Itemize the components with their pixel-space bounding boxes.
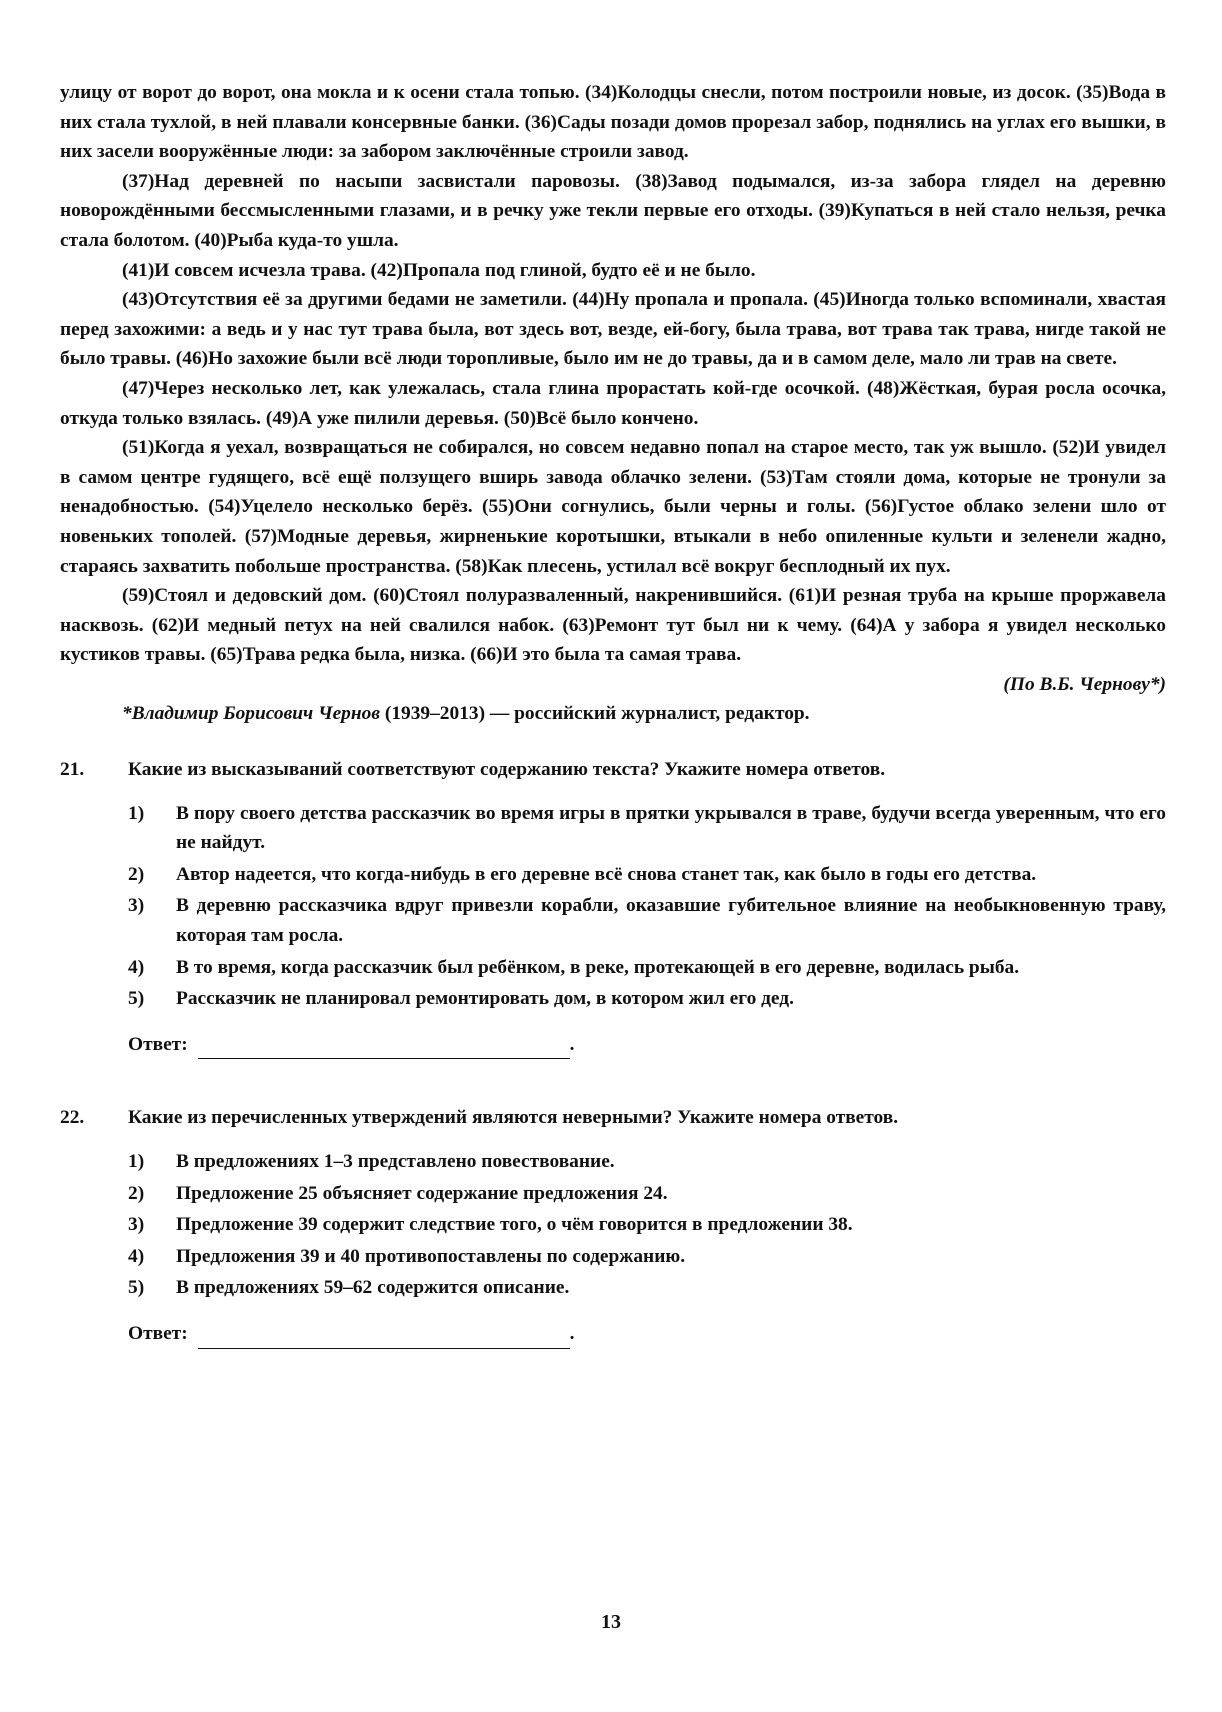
option-number: 2) xyxy=(128,1182,145,1204)
task-body xyxy=(128,755,1166,1059)
answer-blank-line[interactable] xyxy=(198,1326,570,1349)
option-number: 1) xyxy=(128,1151,145,1172)
task-number: 21. xyxy=(60,759,85,781)
question-text: Какие из перечисленных утверждений являются xyxy=(128,1107,563,1129)
passage-paragraph: (41)И совсем исчезла трава. (42)Пропала под глиной, будто её и не было. xyxy=(122,259,756,281)
passage-paragraph: (43)Отсутствия её за другими бедами не заметили. (44)Ну пропала и пропала. (45)Иногда только вспоминали, хвастая перед захожими: а ведь и у нас тут трава была, вот здесь вот, везде, ей-богу, была трава, вот трава так трава, нигде такой не было травы. (46)Но захожие были всё люди торопливые, было им не до травы, да и в самом деле, мало ли трав на свете. xyxy=(60,289,1166,370)
answer-option xyxy=(128,1273,1166,1303)
task-22 xyxy=(60,1103,1166,1348)
option-number: 1) xyxy=(128,802,145,824)
answer-options xyxy=(128,1147,1166,1303)
answer-option xyxy=(128,1179,1166,1209)
answer-option xyxy=(128,984,1166,1014)
passage-paragraph: (37)Над деревней по насыпи засвистали паровозы. (38)Завод подымался, из-за забора глядел на деревню новорождёнными бессмысленными глазами, и в речку уже текли первые его отходы. (39)Купаться в ней стало нельзя, речка стала болотом. (40)Рыба куда-то ушла. xyxy=(60,170,1166,251)
answer-period: . xyxy=(569,1033,575,1055)
option-text: В то время, когда рассказчик был ребёнком, в реке, протекающей в его деревне, водилась рыба. xyxy=(176,956,1020,978)
footnote-author-name: *Владимир Борисович Чернов xyxy=(122,703,381,725)
answer-option xyxy=(128,799,1166,858)
answer-label: Ответ: xyxy=(128,1033,188,1055)
page-number: 13 xyxy=(601,1611,621,1633)
option-text: В предложениях 1–3 представлено повествование. xyxy=(176,1151,615,1172)
answer-option xyxy=(128,860,1166,890)
answer-option xyxy=(128,1147,1166,1177)
answer-option xyxy=(128,1210,1166,1240)
answer-option xyxy=(128,953,1166,983)
answer-options xyxy=(128,799,1166,1014)
task-question xyxy=(128,1103,1166,1133)
source-attribution: (По В.Б. Чернову*) xyxy=(1003,673,1166,695)
task-21 xyxy=(60,755,1166,1059)
task-body xyxy=(128,1103,1166,1348)
passage xyxy=(60,78,1166,670)
option-number: 4) xyxy=(128,956,145,978)
passage-paragraph: (51)Когда я уехал, возвращаться не собирался, но совсем недавно попал на старое место, так уж вышло. (52)И увидел в самом центре гудящего, всё ещё ползущего вширь завода облачко зелени. (53)Там стояли дома, которые не тронули за ненадобностью. (54)Уцелело несколько берёз. (55)Они согнулись, были черны и голы. (56)Густое облако зелени шло от новеньких тополей. (57)Модные деревья, жирненькие коротышки, втыкали в небо опиленные культи и зеленели жадно, стараясь захватить побольше пространства. (58)Как плесень, устилал всё вокруг бесплодный их пух. xyxy=(60,437,1166,577)
option-number: 5) xyxy=(128,1277,145,1299)
option-text: Рассказчик не планировал ремонтировать дом, в котором жил его дед. xyxy=(176,988,794,1010)
option-text: Автор надеется, что когда-нибудь в его деревне всё снова станет так, как было в годы его детства. xyxy=(176,863,1037,885)
answer-row xyxy=(128,1319,1166,1349)
option-number: 2) xyxy=(128,863,145,885)
answer-label: Ответ: xyxy=(128,1322,188,1344)
option-text: В деревню рассказчика вдруг привезли корабли, оказавшие губительное влияние на необыкновенную траву, которая там росла. xyxy=(176,895,1166,947)
option-text: В предложениях 59–62 содержится описание. xyxy=(176,1277,570,1299)
option-text: В пору своего детства рассказчик во время игры в прятки укрывался в траве, будучи всегда уверенным, что его не найдут. xyxy=(176,802,1166,854)
option-number: 4) xyxy=(128,1245,145,1267)
answer-row xyxy=(128,1030,1166,1060)
passage-paragraph: улицу от ворот до ворот, она мокла и к осени стала топью. (34)Колодцы снесли, потом построили новые, из досок. (35)Вода в них стала тухлой, в ней плавали консервные банки. (36)Сады позади домов прорезал забор, поднялись на углах его вышки, в них засели вооружённые люди: за забором заключённые строили завод. xyxy=(60,82,1166,163)
answer-option xyxy=(128,1242,1166,1272)
footnote-author-info: (1939–2013) — российский журналист, редактор. xyxy=(380,703,810,725)
option-number: 5) xyxy=(128,988,145,1010)
answer-option xyxy=(128,891,1166,950)
option-text: Предложение 39 содержит следствие того, о чём говорится в предложении 38. xyxy=(176,1214,853,1236)
question-emphasis: неверными xyxy=(562,1107,663,1129)
answer-blank-line[interactable] xyxy=(198,1036,570,1059)
option-number: 3) xyxy=(128,1214,145,1236)
question-text-end: ? Укажите номера ответов. xyxy=(662,1107,899,1129)
passage-paragraph: (47)Через несколько лет, как улежалась, стала глина прорастать кой-где осочкой. (48)Жёсткая, бурая росла осочка, откуда только взялась. (49)А уже пилили деревья. (50)Всё было кончено. xyxy=(60,377,1166,429)
option-text: Предложения 39 и 40 противопоставлены по содержанию. xyxy=(176,1245,686,1267)
document-body xyxy=(60,78,1166,1349)
passage-paragraph: (59)Стоял и дедовский дом. (60)Стоял полуразваленный, накренившийся. (61)И резная труба на крыше проржавела насквозь. (62)И медный петух на ней свалился набок. (63)Ремонт тут был ни к чему. (64)А у забора я увидел несколько кустиков травы. (65)Трава редка была, низка. (66)И это была та самая трава. xyxy=(60,585,1166,666)
author-footnote xyxy=(60,699,1166,729)
option-number: 3) xyxy=(128,895,145,917)
answer-period: . xyxy=(569,1322,575,1344)
option-text: Предложение 25 объясняет содержание предложения 24. xyxy=(176,1182,668,1204)
task-question: Какие из высказываний соответствуют содержанию текста? Укажите номера ответов. xyxy=(128,759,886,781)
task-number: 22. xyxy=(60,1107,85,1129)
